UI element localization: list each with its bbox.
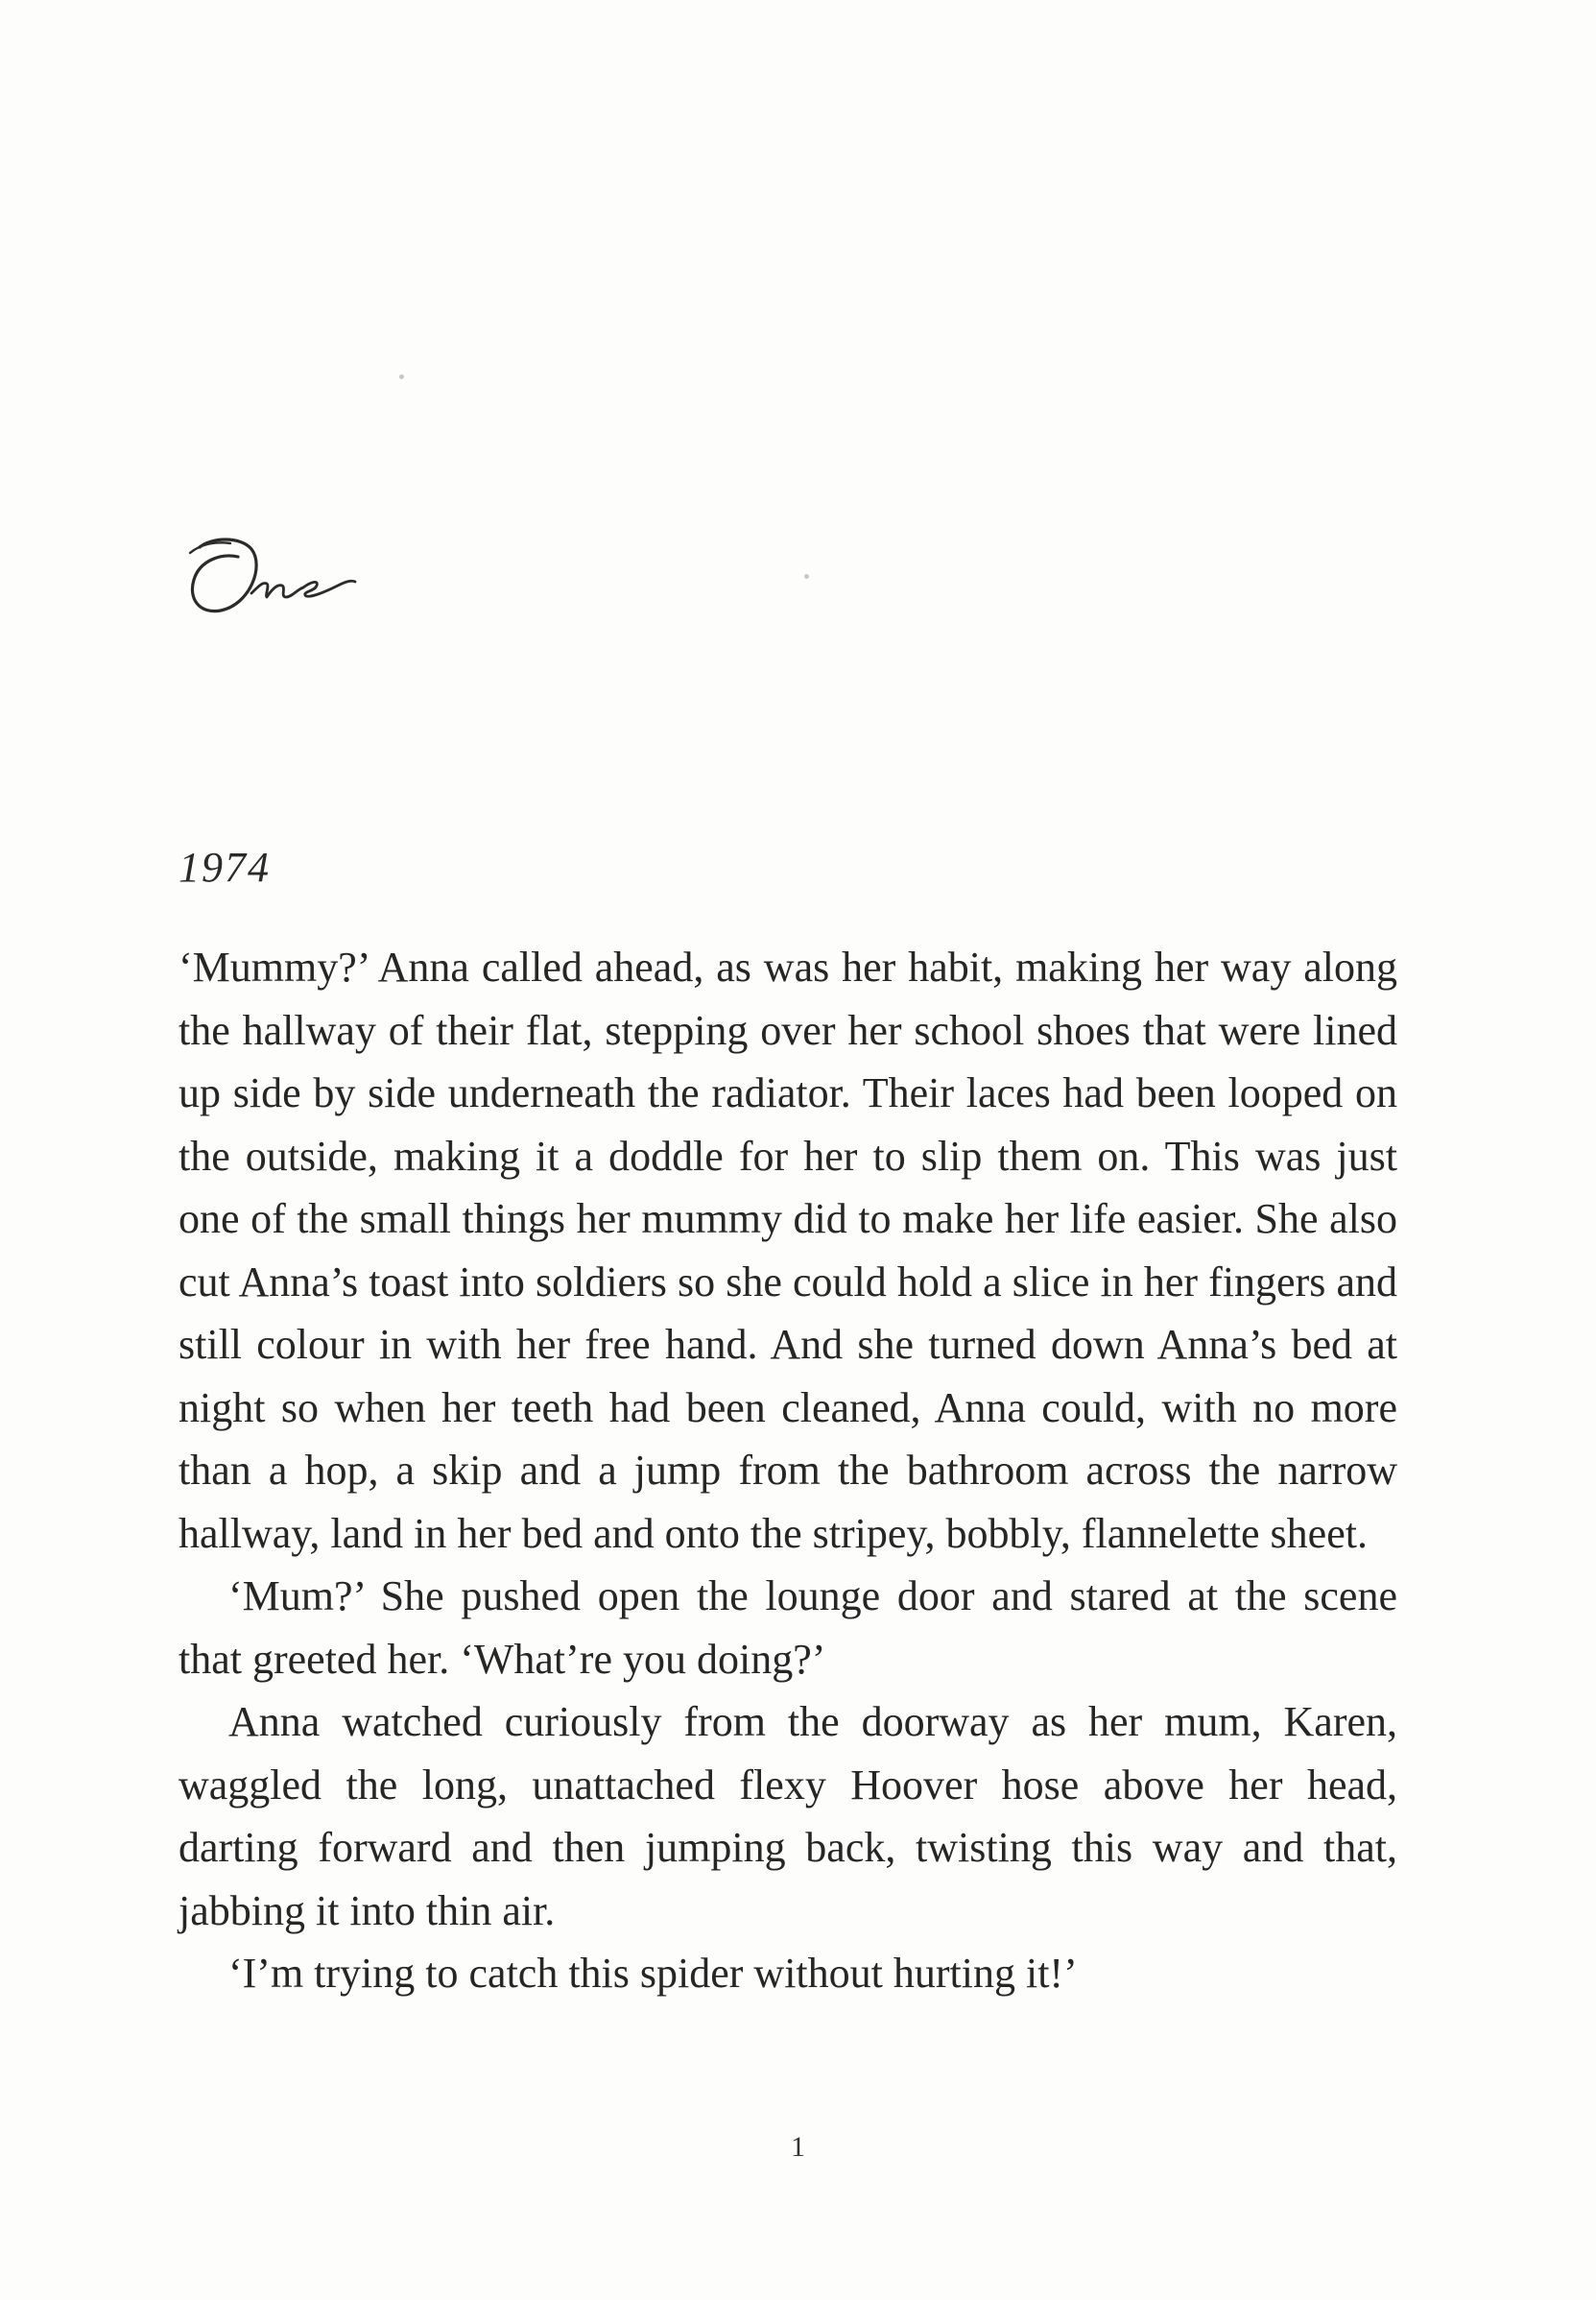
body-paragraph: ‘Mum?’ She pushed open the lounge door and stared at the scene that greeted her. ‘What’re you doing?’ xyxy=(179,1572,1397,1683)
section-year: 1974 xyxy=(179,844,271,891)
body-paragraph: Anna watched curiously from the doorway as her mum, Karen, waggled the long, unattached flexy Hoover hose above her head, darting forward and then jumping back, twisting this way and that, jabbing it into thin air. xyxy=(179,1698,1397,1934)
paper-speck xyxy=(399,374,404,379)
page-number: 1 xyxy=(791,2131,805,2163)
chapter-body xyxy=(179,936,1397,2005)
chapter-title-script xyxy=(182,518,374,634)
paper-speck xyxy=(804,574,809,579)
body-paragraph: ‘Mummy?’ Anna called ahead, as was her habit, making her way along the hallway of their flat, stepping over her school shoes that were lined up side by side underneath the radiator. Their laces had been looped on the outside, making it a doddle for her to slip them on. This was just one of the small things her mummy did to make her life easier. She also cut Anna’s toast into soldiers so she could hold a slice in her fingers and still colour in with her free hand. And she turned down Anna’s bed at night so when her teeth had been cleaned, Anna could, with no more than a hop, a skip and a jump from the bathroom across the narrow hallway, land in her bed and onto the stripey, bobbly, flannelette sheet. xyxy=(179,944,1397,1557)
chapter-title xyxy=(182,518,374,634)
body-paragraph: ‘I’m trying to catch this spider without hurting it!’ xyxy=(228,1950,1078,1997)
